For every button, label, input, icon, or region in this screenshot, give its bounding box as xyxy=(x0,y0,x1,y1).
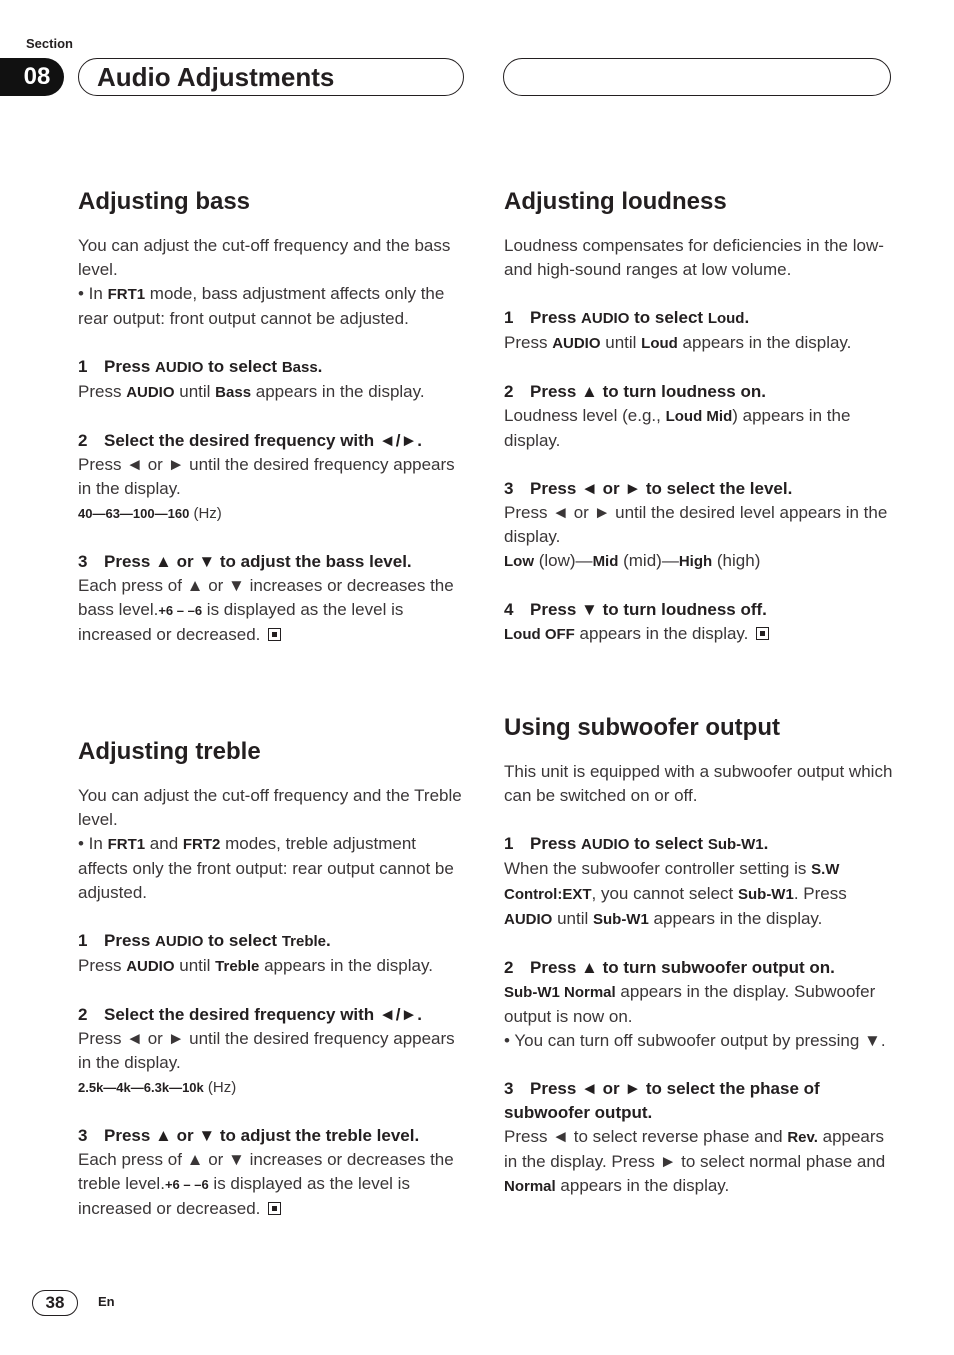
step-item: Loud xyxy=(707,310,745,327)
frequency-values: 2.5k—4k—6.3k—10k xyxy=(78,1080,204,1095)
step-item: Bass xyxy=(281,359,318,376)
bass-frequency-values xyxy=(78,501,470,526)
step-number: 1 xyxy=(78,357,88,376)
step-text: to select xyxy=(203,931,282,950)
subwoofer-step-2-title xyxy=(504,956,894,980)
body-text: Loudness level (e.g., xyxy=(504,406,666,425)
bass-section xyxy=(78,188,470,647)
bass-step-3-body xyxy=(78,574,470,647)
step-number: 2 xyxy=(504,958,514,977)
step-text: to select xyxy=(629,308,708,327)
step-text: Press ▲ to turn subwoofer output on. xyxy=(530,958,835,977)
subwoofer-step-1-title xyxy=(504,832,894,857)
step-number: 3 xyxy=(78,1126,88,1145)
subwoofer-step-2-note: • You can turn off subwoofer output by pressing ▼. xyxy=(504,1031,886,1050)
bass-step-2-body: Press ◄ or ► until the desired frequency appears in the display. xyxy=(78,455,455,498)
body-item: Loud xyxy=(641,335,678,352)
body-text: is displayed as the level is increased or decreased. xyxy=(78,1174,410,1218)
bass-note-pre: • In xyxy=(78,284,108,303)
loudness-section xyxy=(504,188,896,647)
body-text: appears in the display. xyxy=(648,909,823,928)
step-number: 3 xyxy=(504,479,514,498)
step-text: . xyxy=(317,357,323,376)
body-text: • In xyxy=(78,834,108,853)
body-text: until xyxy=(174,956,216,975)
body-text: and xyxy=(145,834,183,853)
subwoofer-step-1-body xyxy=(504,857,894,932)
language-label: En xyxy=(98,1294,115,1309)
end-of-section-icon xyxy=(268,1202,281,1215)
subwoofer-heading: Using subwoofer output xyxy=(504,714,780,741)
subwoofer-section xyxy=(504,714,894,1199)
section-label: Section xyxy=(26,36,73,51)
body-item: Normal xyxy=(504,1178,556,1195)
treble-step-1-title xyxy=(78,929,470,954)
body-text: When the subwoofer controller setting is xyxy=(504,859,812,878)
treble-step-3-body xyxy=(78,1148,470,1221)
step-text: . xyxy=(744,308,750,327)
step-number: 1 xyxy=(78,931,88,950)
mode-1: FRT1 xyxy=(107,836,146,853)
body-text: until xyxy=(552,909,593,928)
loudness-step-1-body xyxy=(504,331,896,356)
step-number: 3 xyxy=(78,552,88,571)
frequency-unit: (Hz) xyxy=(203,1079,237,1096)
body-key: AUDIO xyxy=(504,911,553,928)
step-text: Press ▲ to turn loudness on. xyxy=(530,382,766,401)
bass-note-mode: FRT1 xyxy=(107,286,146,303)
body-text: (mid)— xyxy=(618,551,679,570)
body-text: ) appears in the display. xyxy=(504,406,851,450)
step-key: AUDIO xyxy=(155,933,204,950)
treble-step-1-body xyxy=(78,954,470,979)
step-key: AUDIO xyxy=(155,359,204,376)
body-key: AUDIO xyxy=(552,335,601,352)
body-text: Press xyxy=(504,333,553,352)
step-number: 2 xyxy=(78,1005,88,1024)
step-text: to select xyxy=(203,357,282,376)
page-title xyxy=(78,58,464,96)
bass-note-post: mode, bass adjustment affects only the rear output: front output cannot be adjusted. xyxy=(78,284,445,328)
step-text: Press xyxy=(530,308,582,327)
step-number: 2 xyxy=(504,382,514,401)
treble-note xyxy=(78,832,470,905)
loudness-levels xyxy=(504,549,896,574)
step-text: Press ◄ or ► to select the phase of subwoofer output. xyxy=(504,1079,820,1122)
step-text: Press xyxy=(530,834,582,853)
level-high: High xyxy=(678,553,713,570)
step-text: Press ▲ or ▼ to adjust the treble level. xyxy=(104,1126,420,1145)
step-text: Press ◄ or ► to select the level. xyxy=(530,479,793,498)
body-key: AUDIO xyxy=(126,384,175,401)
bass-note xyxy=(78,282,470,331)
level-low: Low xyxy=(504,553,534,570)
body-text: appears in the display. xyxy=(677,333,852,352)
body-setting: S.W Control:EXT xyxy=(504,861,840,903)
step-text: . xyxy=(326,931,331,950)
loudness-intro: Loudness compensates for deficiencies in the low- and high-sound ranges at low volume. xyxy=(504,236,884,279)
subwoofer-intro: This unit is equipped with a subwoofer output which can be switched on or off. xyxy=(504,762,893,805)
step-text: Press xyxy=(104,357,156,376)
step-number: 3 xyxy=(504,1079,514,1098)
step-number: 1 xyxy=(504,834,514,853)
step-text: Press ▼ to turn loudness off. xyxy=(530,600,767,619)
step-number: 1 xyxy=(504,308,514,327)
bass-step-2-title xyxy=(78,429,470,453)
subwoofer-step-3-title xyxy=(504,1077,894,1125)
subwoofer-step-3-body xyxy=(504,1125,894,1199)
bass-step-1-body xyxy=(78,380,470,405)
level-mid: Mid xyxy=(592,553,619,570)
step-text: to select xyxy=(629,834,708,853)
body-text: (low)— xyxy=(534,551,593,570)
step-item: Sub-W1 xyxy=(707,836,764,853)
page-title-text: Audio Adjustments xyxy=(97,61,335,92)
loudness-step-3-title xyxy=(504,477,896,501)
bass-intro: You can adjust the cut-off frequency and the bass level. xyxy=(78,236,451,279)
level-range: +6 – –6 xyxy=(158,603,203,618)
body-text: appears in the display. Subwoofer output is now on. xyxy=(504,982,876,1026)
body-text: , you cannot select xyxy=(591,884,738,903)
loudness-step-4-body xyxy=(504,622,896,647)
step-key: AUDIO xyxy=(581,310,630,327)
body-text: Each press of ▲ or ▼ increases or decreases the treble level. xyxy=(78,1150,454,1193)
body-item: Sub-W1 xyxy=(737,886,794,903)
step-text: Press xyxy=(104,931,156,950)
body-text: modes, treble adjustment affects only the front output: rear output cannot be adjusted. xyxy=(78,834,454,902)
body-item: Loud OFF xyxy=(504,626,575,643)
step-item: Treble xyxy=(281,933,326,950)
loudness-step-1-title xyxy=(504,306,896,331)
treble-intro: You can adjust the cut-off frequency and the Treble level. xyxy=(78,786,462,829)
body-text: (high) xyxy=(712,551,761,570)
bass-step-3-title xyxy=(78,550,470,574)
bass-step-1-title xyxy=(78,355,470,380)
treble-frequency-values xyxy=(78,1075,470,1100)
body-text: appears in the display. xyxy=(555,1176,730,1195)
treble-heading: Adjusting treble xyxy=(78,738,261,765)
body-text: appears in the display. Press ► to select normal phase and xyxy=(504,1127,886,1171)
loudness-step-2-title xyxy=(504,380,896,404)
treble-step-2-body: Press ◄ or ► until the desired frequency appears in the display. xyxy=(78,1029,455,1072)
body-text: until xyxy=(174,382,216,401)
treble-step-2-title xyxy=(78,1003,470,1027)
step-number: 2 xyxy=(78,431,88,450)
body-item: Treble xyxy=(215,958,260,975)
loudness-step-2-body xyxy=(504,404,896,453)
mode-2: FRT2 xyxy=(182,836,221,853)
step-text: Select the desired frequency with ◄/►. xyxy=(104,431,423,450)
section-number-badge: 08 xyxy=(0,58,64,96)
bass-heading: Adjusting bass xyxy=(78,188,251,215)
body-item: Loud Mid xyxy=(665,408,733,425)
treble-section xyxy=(78,738,470,1221)
body-key: AUDIO xyxy=(126,958,175,975)
header-empty-box xyxy=(503,58,891,96)
body-text: Press xyxy=(78,956,127,975)
frequency-unit: (Hz) xyxy=(189,505,222,522)
end-of-section-icon xyxy=(268,628,281,641)
treble-step-3-title xyxy=(78,1124,470,1148)
body-item: Bass xyxy=(215,384,252,401)
body-text: Each press of ▲ or ▼ increases or decreases the bass level. xyxy=(78,576,454,619)
body-text: Press ◄ to select reverse phase and xyxy=(504,1127,788,1146)
step-key: AUDIO xyxy=(581,836,630,853)
step-number: 4 xyxy=(504,600,514,619)
subwoofer-step-2-body xyxy=(504,980,894,1029)
body-text: appears in the display. xyxy=(251,382,425,401)
body-item: Rev. xyxy=(787,1129,818,1146)
frequency-values: 40—63—100—160 xyxy=(78,506,190,521)
body-text: . Press xyxy=(793,884,847,903)
body-text: appears in the display. xyxy=(259,956,433,975)
loudness-step-4-title xyxy=(504,598,896,622)
page-number: 38 xyxy=(32,1290,78,1316)
step-text: Select the desired frequency with ◄/►. xyxy=(104,1005,423,1024)
body-text: appears in the display. xyxy=(574,624,749,643)
level-range: +6 – –6 xyxy=(164,1177,209,1192)
loudness-heading: Adjusting loudness xyxy=(504,188,727,215)
loudness-step-3-body: Press ◄ or ► until the desired level appears in the display. xyxy=(504,503,888,546)
end-of-section-icon xyxy=(756,627,769,640)
step-text: . xyxy=(763,834,769,853)
step-text: Press ▲ or ▼ to adjust the bass level. xyxy=(104,552,412,571)
body-text: Press xyxy=(78,382,127,401)
body-item: Sub-W1 Normal xyxy=(504,984,616,1001)
body-text: is displayed as the level is increased or decreased. xyxy=(78,600,404,644)
body-item: Sub-W1 xyxy=(592,911,649,928)
body-text: until xyxy=(600,333,642,352)
